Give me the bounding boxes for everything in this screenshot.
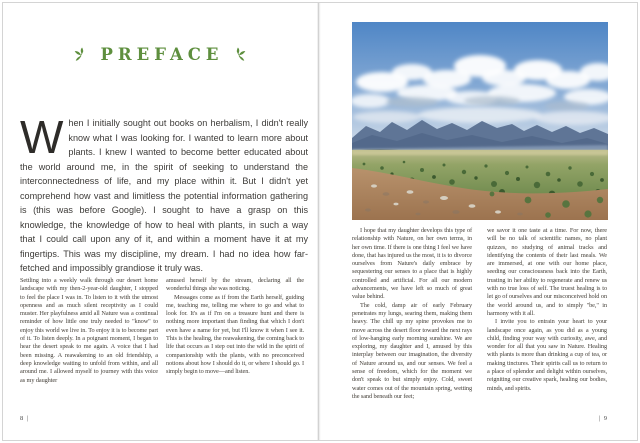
- text-column: [166, 277, 304, 385]
- text-column: [352, 227, 472, 401]
- desert-landscape-photo: [352, 22, 608, 220]
- paragraph: Settling into a weekly walk through our desert home landscape with my then-2-year-old daughter, I stopped to feel the place I was in. To listen to it with the utmost openness and as much silent receptivity as I could muster. Her playfulness amid all Nature was a continual reminder of how little one truly needed to "know" to enjoy this world we live in. To enjoy it is to become part of it. To listen deeply. In a poignant moment, I began to hear the desert speak to me again. A voice that I had been missing. A reawakening to an old friendship, a deep knowledge waiting to unfold from within, and all around me. I allowed myself to journey with this voice as my daughter: [20, 277, 158, 384]
- intro-text: hen I initially sought out books on herbalism, I didn't really know what I was looking for. I wanted to learn more about plants. I knew I wanted to become better educated about the world around me, in the spirit of seeking to understand the interconnectedness of life, and my place within it. But I didn't yet comprehend how vast and limitless the potential information gathering is (this was before Google). I sought to have a grasp on this knowledge, the knowledge of how to heal with plants, in such a way that I could call upon any of it, and within a moment have it at my fingertips. This was my discipline, my dream. I had no idea how far-fetched and impossibly grandiose it truly was.: [20, 118, 308, 273]
- paragraph: The cold, damp air of early February penetrates my lungs, searing them, making them heavy. The chill up my spine provokes me to move across the desert floor toward the next rays of low-hanging early morning sunshine. We are exploring, my daughter and I, amused by this interplay between our imagination, the diversity of Nature around us, and our senses. We feel a sense of freedom, which for the moment we don't speak to but simply enjoy. Cold, sweet water comes out of the mountain spring, wetting the sand beneath our feet;: [352, 301, 472, 400]
- paragraph: I invite you to entrain your heart to your landscape once again, as you did as a young child, finding your way with curiosity, awe, and wonder for all that you saw in Nature. Healing with plants is more than drinking a cup of tea, or making tinctures. Their spirits call us to return to a place of splendor and delight within ourselves, reigniting our creative spark, healing our bodies, minds, and spirits.: [487, 318, 607, 392]
- paragraph: I hope that my daughter develops this type of relationship with Nature, on her own terms, in her own time. If there is one thing I feel we have done, that has injured us the most, it is to divorce ourselves from Nature's daily embrace by sequestering our senses to a place that is highly controlled and artificial. For all our modern advancements, we have left so much of great value behind.: [352, 227, 472, 301]
- landscape-photo-graphic: [352, 22, 608, 220]
- text-column: [20, 277, 158, 385]
- right-page-columns: [352, 227, 608, 401]
- paragraph: amused herself by the stream, declaring all the wonderful things she was noticing.: [166, 277, 304, 293]
- left-page-columns: [20, 277, 305, 385]
- leaf-sprig-icon: [232, 47, 246, 62]
- intro-paragraph: [20, 111, 308, 276]
- paragraph: we savor it one taste at a time. For now, there will be no talk of scientific names, no plant quizzes, no studying of animal tracks and identifying the contents of their last meals. We are immersed, at one with our home place, seeding our consciousness back into the Earth, trusting in her ability to regenerate and renew us with no true loss of self. The truest healing is to let go of ourselves and our misconceived hold on the world around us, and to simply "be," in harmony with it all.: [487, 227, 607, 317]
- paragraph: Messages come as if from the Earth herself, guiding me, teaching me, telling me where to go and what to look for. It's as if I'm on a treasure hunt and there is nothing more important than finding that which I don't even have a name for yet, but I'll know it when I see it. This is the healing, the reawakening, the coming back to life that occurs as I step out into the wild in the spirit of companionship with the plants, with no preconceived notions about how I should do it, or where I should go. I simply begin to move—and listen.: [166, 293, 304, 376]
- preface-heading: [0, 45, 320, 64]
- page-title: PREFACE: [100, 45, 224, 64]
- drop-cap: W: [20, 111, 64, 163]
- text-column: [487, 227, 607, 401]
- leaf-sprig-icon: [74, 47, 88, 62]
- page-number-right: | 9: [598, 415, 608, 422]
- gutter-shadow: [317, 3, 321, 440]
- page-number-left: 8 |: [20, 415, 30, 422]
